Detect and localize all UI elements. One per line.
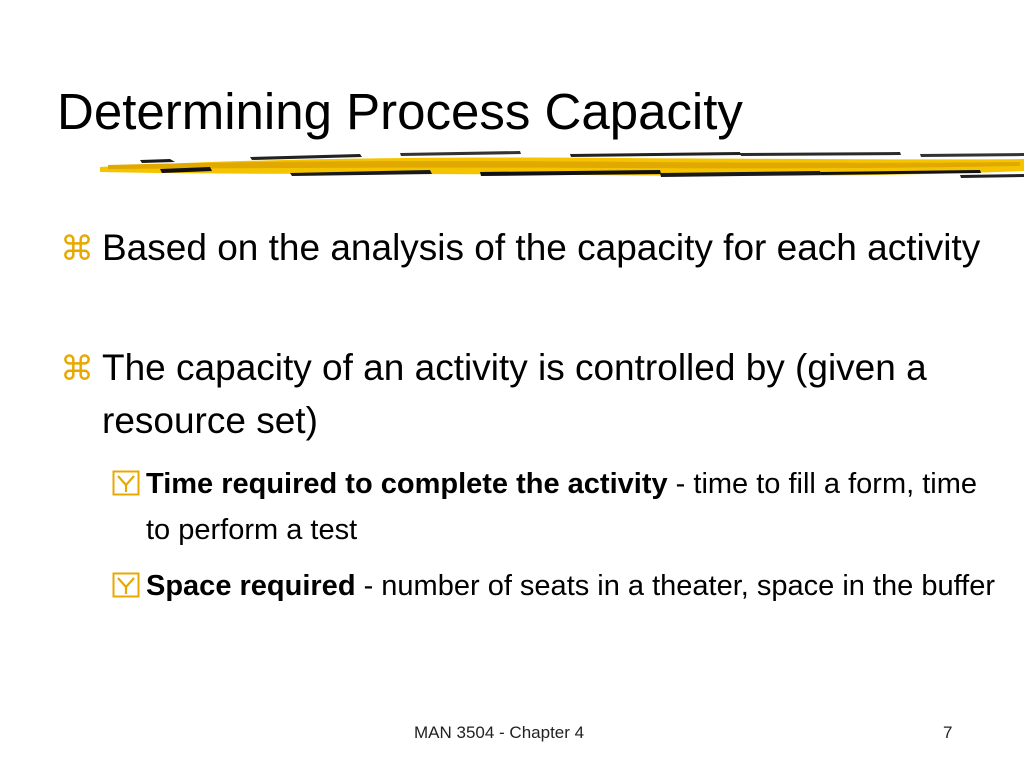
command-key-icon: ⌘ [60, 350, 94, 388]
command-key-icon: ⌘ [60, 230, 94, 268]
slide-title: Determining Process Capacity [57, 83, 743, 140]
title-underline-brush [100, 148, 1024, 186]
footer-course-label: MAN 3504 - Chapter 4 [414, 723, 585, 742]
bullet-text: Based on the analysis of the capacity for each activity [102, 227, 981, 268]
bullet-item [60, 222, 1022, 275]
sub-bullet-item [112, 563, 1006, 609]
bullet-item [60, 342, 1022, 447]
sub-bullet-text: - time to fill a form, time to perform a test [146, 468, 977, 546]
checkbox-checked-icon [112, 470, 142, 496]
sub-bullet-heading: Time required to complete the activity [146, 468, 668, 500]
footer-page-number: 7 [943, 723, 953, 742]
checkbox-checked-icon [112, 572, 142, 598]
sub-bullet-text: - number of seats in a theater, space in the buffer [355, 570, 995, 602]
sub-bullet-item [112, 461, 1006, 553]
bullet-text: The capacity of an activity is controlled by (given a resource set) [102, 347, 927, 441]
sub-bullet-heading: Space required [146, 570, 356, 602]
